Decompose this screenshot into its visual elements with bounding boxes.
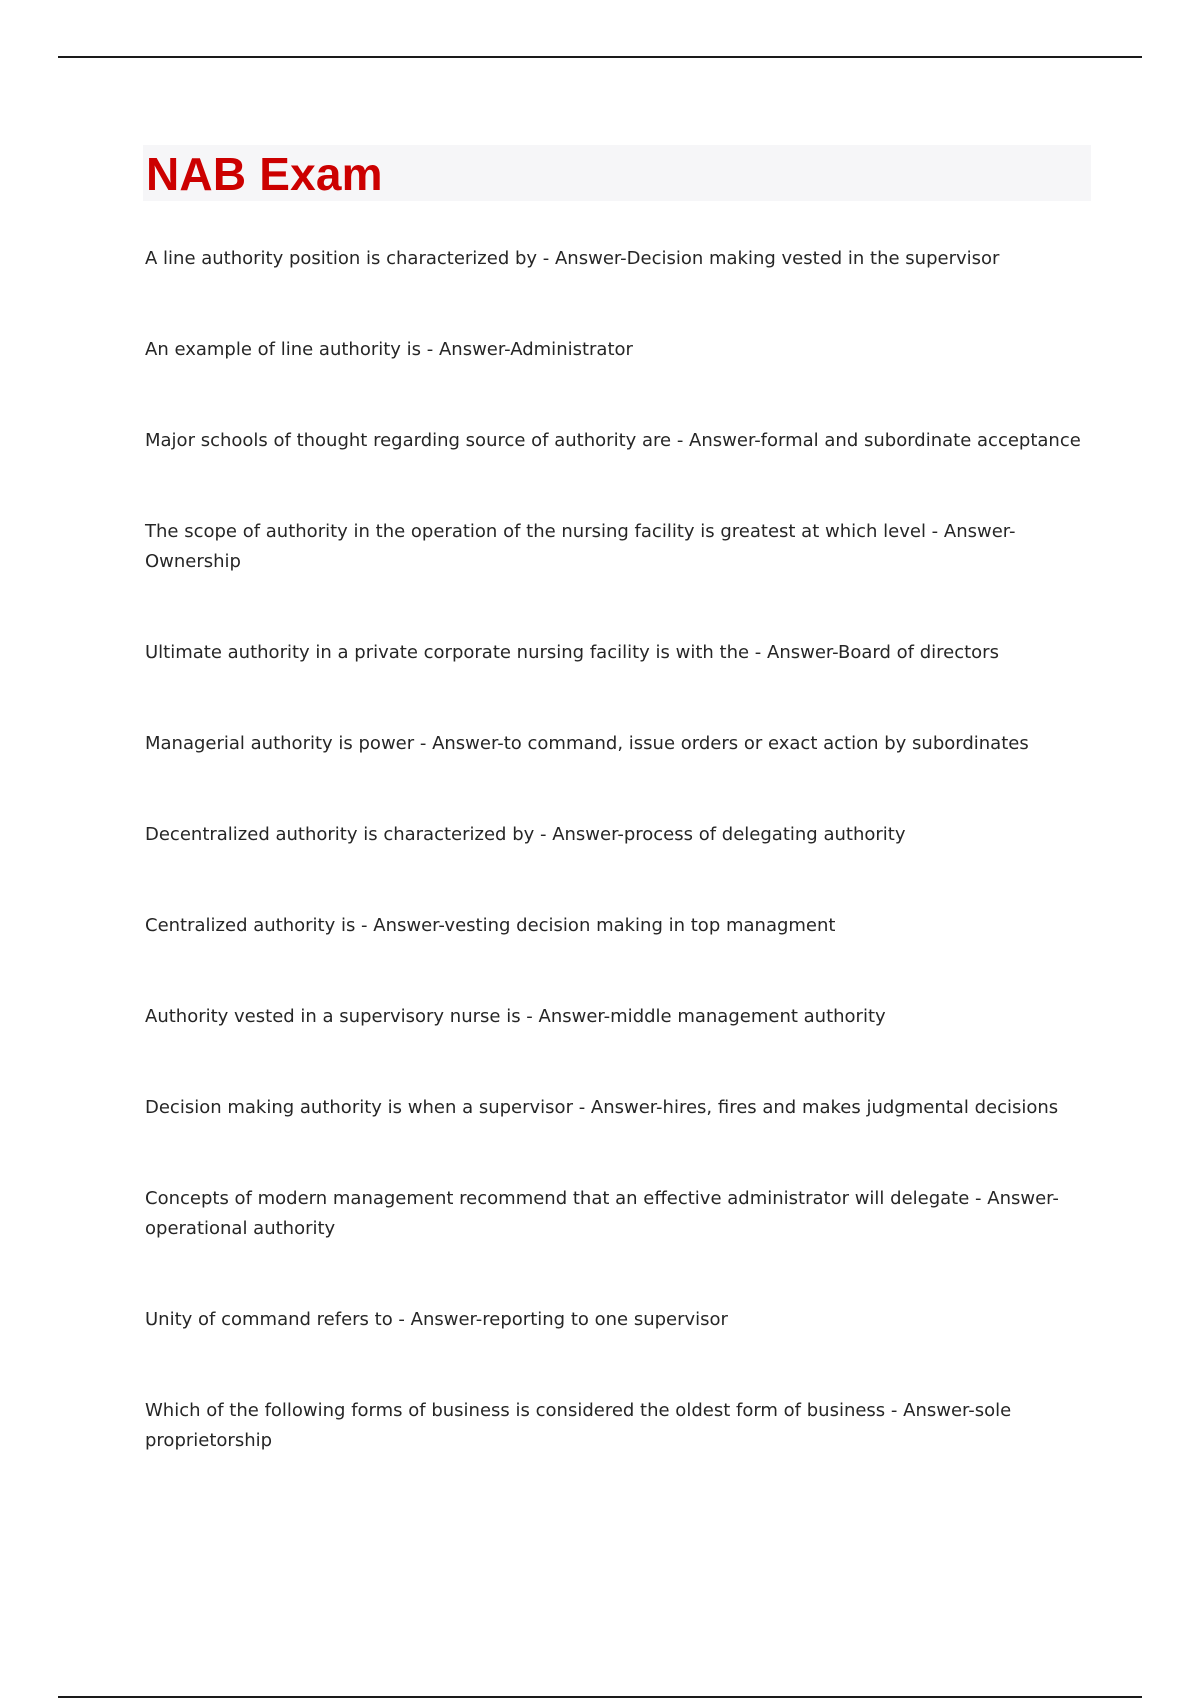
- qa-list: [145, 244, 1095, 1517]
- qa-item: Concepts of modern management recommend that an effective administrator will delegate - Answer-operational authority: [145, 1188, 1059, 1239]
- qa-item: Authority vested in a supervisory nurse is - Answer-middle management authority: [145, 1006, 886, 1027]
- qa-item: A line authority position is characterized by - Answer-Decision making vested in the supervisor: [145, 248, 1000, 269]
- bottom-rule: [58, 1696, 1142, 1698]
- page-title: NAB Exam: [146, 148, 383, 200]
- qa-item: Decentralized authority is characterized by - Answer-process of delegating authority: [145, 824, 906, 845]
- qa-item: Ultimate authority in a private corporate nursing facility is with the - Answer-Board of directors: [145, 642, 999, 663]
- qa-item: Centralized authority is - Answer-vesting decision making in top managment: [145, 915, 836, 936]
- qa-item: Decision making authority is when a supervisor - Answer-hires, fires and makes judgmental decisions: [145, 1097, 1059, 1118]
- qa-item: Managerial authority is power - Answer-to command, issue orders or exact action by subordinates: [145, 733, 1029, 754]
- qa-item: An example of line authority is - Answer-Administrator: [145, 339, 633, 360]
- qa-item: Which of the following forms of business is considered the oldest form of business - Answer-sole proprietorship: [145, 1400, 1012, 1451]
- qa-item: The scope of authority in the operation of the nursing facility is greatest at which level - Answer-Ownership: [145, 521, 1016, 572]
- qa-item: Major schools of thought regarding source of authority are - Answer-formal and subordinate acceptance: [145, 430, 1081, 451]
- qa-item: Unity of command refers to - Answer-reporting to one supervisor: [145, 1309, 728, 1330]
- top-rule: [58, 56, 1142, 58]
